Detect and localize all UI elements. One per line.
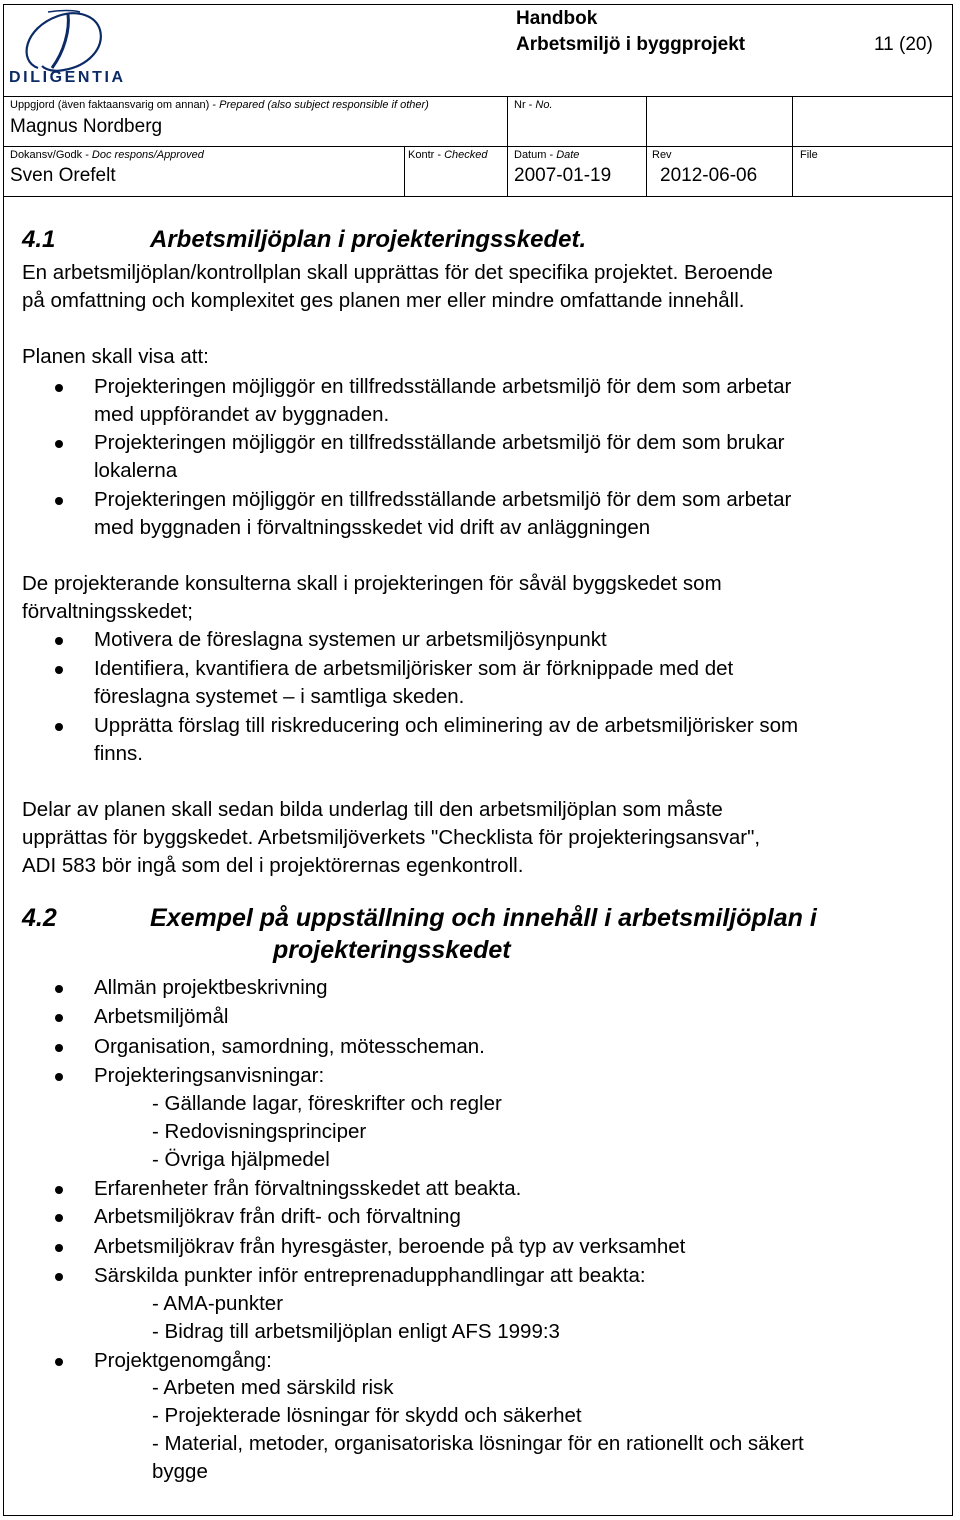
rev-label: Rev xyxy=(652,149,672,161)
intro-line: på omfattning och komplexitet ges planen mer eller mindre omfattande innehåll. xyxy=(22,289,745,312)
list-item: Organisation, samordning, mötesscheman. xyxy=(94,1035,485,1058)
list-item-continuation: med uppförandet av byggnaden. xyxy=(94,403,390,426)
list-item-continuation: föreslagna systemet – i samtliga skeden. xyxy=(94,685,465,708)
list-item-continuation: finns. xyxy=(94,742,143,765)
sub-item: - Redovisningsprinciper xyxy=(152,1120,367,1143)
checked-label: Kontr - Checked xyxy=(408,149,488,161)
prepared-label: Uppgjord (även faktaansvarig om annan) - Prepared (also subject responsible if other) xyxy=(10,99,429,111)
approved-label: Dokansv/Godk - Doc respons/Approved xyxy=(10,149,204,161)
list-item: Projekteringen möjliggör en tillfredsställande arbetsmiljö för dem som arbetar xyxy=(94,375,792,398)
bullet-icon xyxy=(55,985,63,993)
list-item: Projektgenomgång: xyxy=(94,1349,272,1372)
page-indicator: 11 (20) xyxy=(874,34,933,55)
section-title-4-2: Exempel på uppställning och innehåll i arbetsmiljöplan i xyxy=(150,904,817,932)
bullet-icon xyxy=(55,384,63,392)
section-title-4-1: Arbetsmiljöplan i projekteringsskedet. xyxy=(150,226,587,253)
bullet-icon xyxy=(55,1244,63,1252)
list-item: Arbetsmiljökrav från hyresgäster, beroende på typ av verksamhet xyxy=(94,1235,686,1258)
list-item: Projekteringen möjliggör en tillfredsställande arbetsmiljö för dem som arbetar xyxy=(94,488,792,511)
list-item: Identifiera, kvantifiera de arbetsmiljörisker som är förknippade med det xyxy=(94,657,734,680)
handbook-title: Handbok xyxy=(516,8,598,29)
list-item: Arbetsmiljökrav från drift- och förvaltning xyxy=(94,1205,461,1228)
header-rule-middle xyxy=(4,146,952,147)
bullet-icon xyxy=(55,1273,63,1281)
sub-item: - Bidrag till arbetsmiljöplan enligt AFS 1999:3 xyxy=(152,1320,560,1343)
sub-item: - Gällande lagar, föreskrifter och regler xyxy=(152,1092,502,1115)
bullet-icon xyxy=(55,637,63,645)
section-number-4-2: 4.2 xyxy=(22,904,57,932)
bullet-icon xyxy=(55,1214,63,1222)
sub-item: - AMA-punkter xyxy=(152,1292,284,1315)
logo-text: DILIGENTIA xyxy=(9,69,126,86)
closing-text: upprättas för byggskedet. Arbetsmiljöverkets "Checklista för projekteringsansvar", xyxy=(22,826,761,849)
sub-item: - Projekterade lösningar för skydd och säkerhet xyxy=(152,1404,582,1427)
sub-item-continuation: bygge xyxy=(152,1460,208,1483)
list-item: Särskilda punkter inför entreprenadupphandlingar att beakta: xyxy=(94,1264,646,1287)
list-item-continuation: lokalerna xyxy=(94,459,178,482)
header-rule-bottom xyxy=(4,196,952,197)
header-divider-file xyxy=(792,96,793,196)
list-item: Erfarenheter från förvaltningsskedet att beakta. xyxy=(94,1177,522,1200)
sub-item: - Material, metoder, organisatoriska lösningar för en rationellt och säkert xyxy=(152,1432,804,1455)
consultants-text: förvaltningsskedet; xyxy=(22,600,193,623)
list-item: Projekteringsanvisningar: xyxy=(94,1064,325,1087)
bullet-icon xyxy=(55,1073,63,1081)
prepared-value: Magnus Nordberg xyxy=(10,116,163,137)
handbook-subtitle: Arbetsmiljö i byggprojekt xyxy=(516,34,746,55)
header-rule-top xyxy=(4,96,952,97)
list-item: Projekteringen möjliggör en tillfredsställande arbetsmiljö för dem som brukar xyxy=(94,431,785,454)
sub-item: - Arbeten med särskild risk xyxy=(152,1376,394,1399)
bullet-icon xyxy=(55,440,63,448)
list-item: Upprätta förslag till riskreducering och eliminering av de arbetsmiljörisker som xyxy=(94,714,799,737)
section-number-4-1: 4.1 xyxy=(22,226,56,253)
plan-heading: Planen skall visa att: xyxy=(22,345,209,368)
bullet-icon xyxy=(55,666,63,674)
list-item: Arbetsmiljömål xyxy=(94,1005,229,1028)
bullet-icon xyxy=(55,1358,63,1366)
bullet-icon xyxy=(55,1186,63,1194)
header-divider-checked xyxy=(404,146,405,196)
header-divider-rev xyxy=(646,96,647,196)
consultants-text: De projekterande konsulterna skall i projekteringen för såväl byggskedet som xyxy=(22,572,722,595)
closing-text: ADI 583 bör ingå som del i projektörernas egenkontroll. xyxy=(22,854,524,877)
bullet-icon xyxy=(55,497,63,505)
bullet-icon xyxy=(55,1014,63,1022)
closing-text: Delar av planen skall sedan bilda underlag till den arbetsmiljöplan som måste xyxy=(22,798,723,821)
list-item: Motivera de föreslagna systemen ur arbetsmiljösynpunkt xyxy=(94,628,607,651)
approved-value: Sven Orefelt xyxy=(10,165,116,186)
section-title-4-2-line2: projekteringsskedet xyxy=(273,936,511,964)
date-value: 2007-01-19 xyxy=(514,165,612,186)
sub-item: - Övriga hjälpmedel xyxy=(152,1148,330,1171)
file-label: File xyxy=(800,149,818,161)
list-item: Allmän projektbeskrivning xyxy=(94,976,328,999)
nr-label: Nr - No. xyxy=(514,99,553,111)
header-divider-nr xyxy=(507,96,508,196)
intro-line: En arbetsmiljöplan/kontrollplan skall upprättas för det specifika projektet. Beroende xyxy=(22,261,773,284)
bullet-icon xyxy=(55,1044,63,1052)
date-label: Datum - Date xyxy=(514,149,580,161)
rev-value: 2012-06-06 xyxy=(660,165,758,186)
list-item-continuation: med byggnaden i förvaltningsskedet vid drift av anläggningen xyxy=(94,516,651,539)
bullet-icon xyxy=(55,723,63,731)
